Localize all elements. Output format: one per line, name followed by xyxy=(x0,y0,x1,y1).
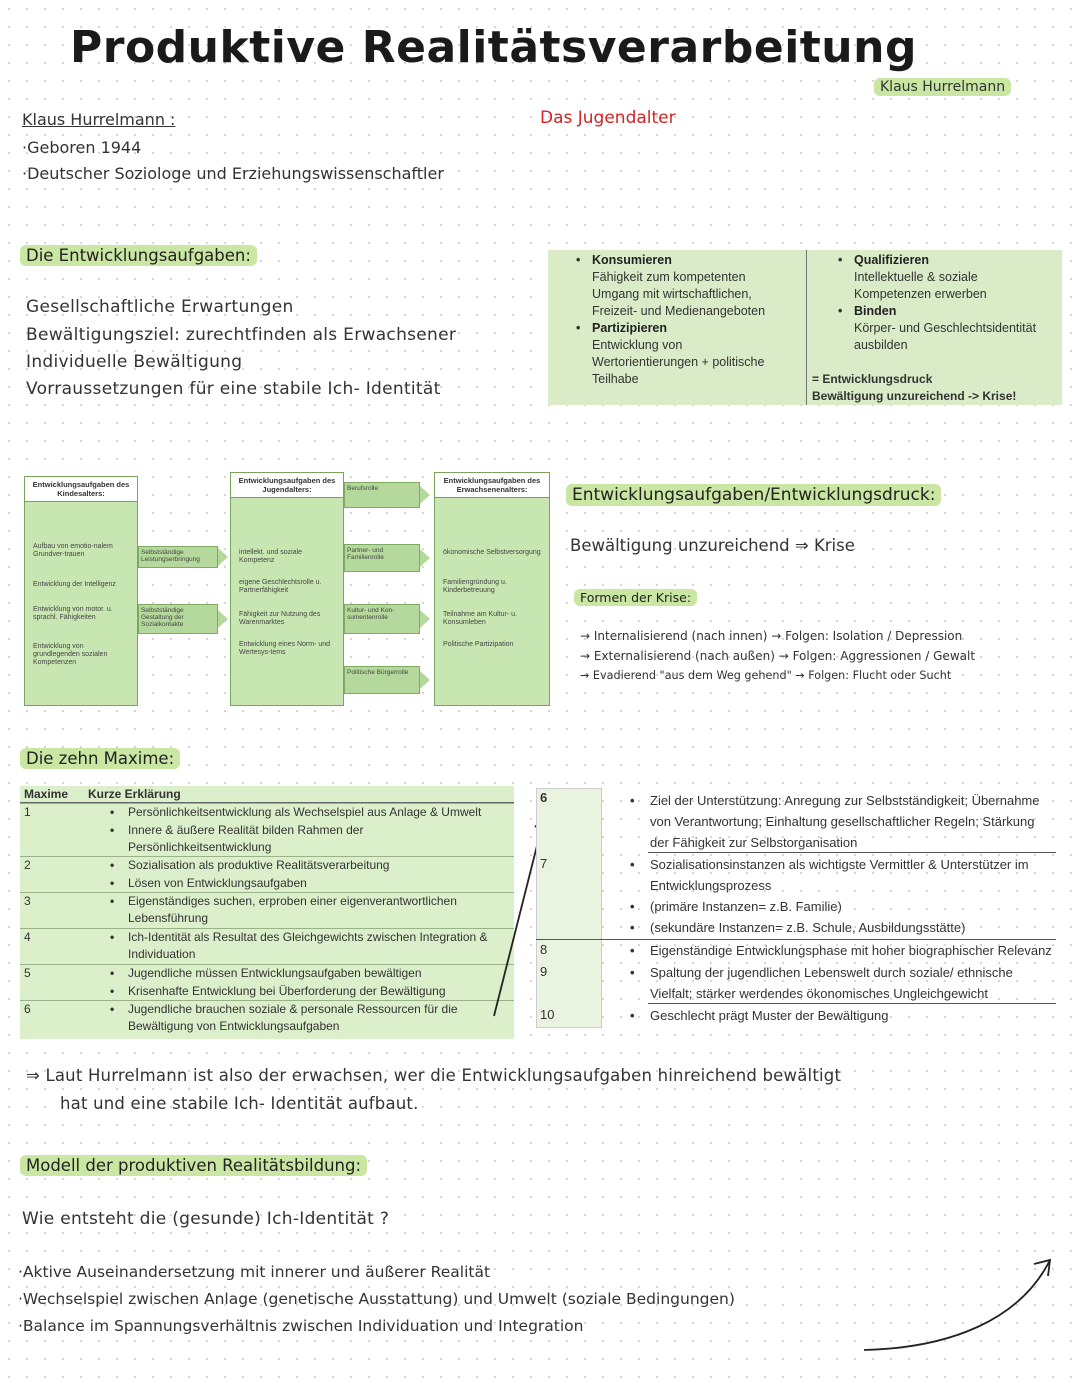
task-text: Umgang mit wirtschaftlichen, xyxy=(592,287,752,301)
diagram-column-header: Entwicklungsaufgaben des Jugendalters: xyxy=(231,473,343,498)
diagram-column-kindesalter xyxy=(24,476,138,706)
table-row xyxy=(20,1000,514,1039)
task-text: Fähigkeit zum kompetenten xyxy=(592,270,746,284)
diagram-arrow: Berufsrolle xyxy=(344,482,420,508)
modell-point-1: ·Aktive Auseinandersetzung mit innerer und äußerer Realität xyxy=(18,1263,491,1281)
author-line-profession: ·Deutscher Soziologe und Erziehungswissenschaftler xyxy=(22,164,444,183)
table-row xyxy=(20,803,514,856)
modell-point-2: ·Wechselspiel zwischen Anlage (genetische Ausstattung) und Umwelt (soziale Bedingungen) xyxy=(18,1290,735,1308)
row-number: 5 xyxy=(24,966,31,980)
conclusion-line-2: hat und eine stabile Ich- Identität aufbaut. xyxy=(60,1094,419,1113)
table-header-row xyxy=(20,786,514,803)
diagram-column-jugendalter xyxy=(230,472,344,706)
crisis-form-external: → Externalisierend (nach außen) → Folgen: Aggressionen / Gewalt xyxy=(580,649,976,663)
diagram-item: Entwicklung eines Norm- und Wertesys-tems xyxy=(239,641,331,656)
table-row xyxy=(20,964,514,1000)
ea-line-1: Gesellschaftliche Erwartungen xyxy=(26,297,294,317)
row-item: • Spaltung der jugendlichen Lebenswelt durch soziale/ ethnische Vielfalt; stärker werdendes ökonomisches Ungleichgewicht xyxy=(650,962,1054,1004)
diagram-item: eigene Geschlechtsrolle u. Partnerfähigkeit xyxy=(239,579,322,594)
task-title: Binden xyxy=(854,304,897,318)
crisis-heading: Entwicklungsaufgaben/Entwicklungsdruck: xyxy=(566,484,941,506)
entwicklungsaufgaben-diagram xyxy=(20,470,552,710)
task-text: Teilhabe xyxy=(592,372,639,386)
modell-point-3: ·Balance im Spannungsverhältnis zwischen Individuation und Integration xyxy=(18,1317,584,1335)
author-heading: Klaus Hurrelmann : xyxy=(22,110,176,129)
task-text: Intellektuelle & soziale xyxy=(854,270,978,284)
row-number: 3 xyxy=(24,894,31,908)
row-item: • Eigenständiges suchen, erproben einer eigenverantwortlichen Lebensführung xyxy=(128,893,508,927)
diagram-item: Aufbau von emotio-nalem Grundver-trauen xyxy=(33,543,113,558)
diagram-arrow: Selbstständige Leistungserbringung xyxy=(138,546,218,568)
entwicklungsaufgaben-heading: Die Entwicklungsaufgaben: xyxy=(20,245,257,266)
ea-line-3: Individuelle Bewältigung xyxy=(26,352,243,372)
table2-number-column xyxy=(536,788,602,1028)
task-footer-line: = Entwicklungsdruck xyxy=(812,372,933,386)
task-text: Körper- und Geschlechtsidentität xyxy=(854,321,1037,335)
diagram-arrow: Selbstständige Gestaltung der Sozialkontakte xyxy=(138,604,218,634)
table-row xyxy=(20,928,514,964)
row-item: • Innere & äußere Realität bilden Rahmen der Persönlichkeitsentwicklung xyxy=(128,822,508,856)
task-box xyxy=(548,250,1062,405)
diagram-item: Entwicklung der Intelligenz xyxy=(33,581,116,588)
task-text: Kompetenzen erwerben xyxy=(854,287,987,301)
row-item: • Jugendliche brauchen soziale & personale Ressourcen für die Bewältigung von Entwicklungsaufgaben xyxy=(128,1001,508,1035)
task-footer xyxy=(812,371,1062,405)
row-number: 6 xyxy=(540,790,548,805)
task-binden: • Binden Körper- und Geschlechtsidentität ausbilden xyxy=(854,303,1059,354)
diagram-arrow: Kultur- und Kon-sumentenrolle xyxy=(344,604,420,634)
diagram-item: ökonomische Selbstversorgung xyxy=(443,549,541,556)
row-item: • (primäre Instanzen= z.B. Familie) xyxy=(650,896,1054,917)
row-number: 10 xyxy=(540,1007,555,1022)
task-konsumieren: • Konsumieren Fähigkeit zum kompetenten Umgang mit wirtschaftlichen, Freizeit- und Medienangeboten xyxy=(592,252,802,320)
row-item: • Persönlichkeitsentwicklung als Wechselspiel aus Anlage & Umwelt xyxy=(128,804,508,821)
row-number: 9 xyxy=(540,964,548,979)
diagram-column-header: Entwicklungsaufgaben des Kindesalters: xyxy=(25,477,137,502)
crisis-forms-heading: Formen der Krise: xyxy=(574,589,697,606)
row-number: 6 xyxy=(24,1002,31,1016)
diagram-item: Teilnahme am Kultur- u. Konsumleben xyxy=(443,611,517,626)
author-line-born: ·Geboren 1944 xyxy=(22,138,142,157)
curved-arrow-icon xyxy=(860,1250,1060,1360)
task-title: Qualifizieren xyxy=(854,253,930,267)
row-item: • Jugendliche müssen Entwicklungsaufgaben bewältigen xyxy=(128,965,508,982)
row-number: 4 xyxy=(24,930,31,944)
row-number: 8 xyxy=(540,942,548,957)
row-item: • Ziel der Unterstützung: Anregung zur Selbstständigkeit; Übernahme von Verantwortung; Einhaltung gesellschaftlicher Regeln; Stärkung der Fähigkeit zur Selbstorganisation xyxy=(650,790,1054,853)
crisis-line: Bewältigung unzureichend ⇒ Krise xyxy=(570,536,855,555)
diagram-item: intellekt. und soziale Kompetenz xyxy=(239,549,303,564)
table-header-explanation: Kurze Erklärung xyxy=(88,787,181,801)
row-item: • Sozialisationsinstanzen als wichtigste Vermittler & Unterstützer im Entwicklungsprozess xyxy=(650,854,1054,896)
table-row xyxy=(20,892,514,928)
diagram-item: Entwicklung von grundlegenden sozialen Kompetenzen xyxy=(33,643,108,666)
row-item: • Lösen von Entwicklungsaufgaben xyxy=(128,875,508,892)
diagram-item: Familiengründung u. Kinderbetreuung xyxy=(443,579,507,594)
diagram-arrow: Partner- und Familienrolle xyxy=(344,544,420,572)
diagram-item: Fähigkeit zur Nutzung des Warenmarktes xyxy=(239,611,321,626)
task-text: Wertorientierungen + politische xyxy=(592,355,765,369)
topic-label: Das Jugendalter xyxy=(540,108,676,128)
conclusion-line-1: ⇒ Laut Hurrelmann ist also der erwachsen, wer die Entwicklungsaufgaben hinreichend bewältigt xyxy=(26,1066,842,1085)
modell-question: Wie entsteht die (gesunde) Ich-Identität ? xyxy=(22,1209,390,1229)
diagram-column-header: Entwicklungsaufgaben des Erwachsenenalters: xyxy=(435,473,549,498)
row-number: 1 xyxy=(24,805,31,819)
row-item: • Krisenhafte Entwicklung bei Überforderung der Bewältigung xyxy=(128,983,508,1000)
task-partizipieren: • Partizipieren Entwicklung von Wertorientierungen + politische Teilhabe xyxy=(592,320,802,388)
task-title: Konsumieren xyxy=(592,253,672,267)
row-item: • Geschlecht prägt Muster der Bewältigung xyxy=(650,1005,1054,1026)
title-author-tag: Klaus Hurrelmann xyxy=(874,78,1011,96)
task-footer-line: Bewältigung unzureichend -> Krise! xyxy=(812,389,1017,403)
task-text: Entwicklung von xyxy=(592,338,683,352)
ea-line-4: Vorraussetzungen für eine stabile Ich- Identität xyxy=(26,379,441,399)
task-divider xyxy=(806,250,807,405)
diagram-item: Politische Partizipation xyxy=(443,641,514,648)
row-item: • Sozialisation als produktive Realitätsverarbeitung xyxy=(128,857,508,874)
row-number: 7 xyxy=(540,856,548,871)
page-title: Produktive Realitätsverarbeitung xyxy=(70,22,917,73)
row-number: 2 xyxy=(24,858,31,872)
task-title: Partizipieren xyxy=(592,321,668,335)
maxime-heading: Die zehn Maxime: xyxy=(20,748,180,769)
row-item: • Eigenständige Entwicklungsphase mit hoher biographischer Relevanz xyxy=(650,940,1054,961)
modell-heading: Modell der produktiven Realitätsbildung: xyxy=(20,1155,367,1176)
diagram-column-erwachsenenalter xyxy=(434,472,550,706)
crisis-form-evadierend: → Evadierend "aus dem Weg gehend" → Folgen: Flucht oder Sucht xyxy=(580,669,952,682)
crisis-form-internal: → Internalisierend (nach innen) → Folgen: Isolation / Depression xyxy=(580,629,963,643)
table-header-maxime: Maxime xyxy=(24,787,69,801)
row-item: • (sekundäre Instanzen= z.B. Schule, Ausbildungsstätte) xyxy=(650,917,1054,938)
task-qualifizieren: • Qualifizieren Intellektuelle & soziale Kompetenzen erwerben xyxy=(854,252,1059,303)
ea-line-2: Bewältigungsziel: zurechtfinden als Erwachsener xyxy=(26,325,457,345)
table-row xyxy=(20,856,514,892)
task-text: Freizeit- und Medienangeboten xyxy=(592,304,766,318)
diagram-arrow: Politische Bürgerrolle xyxy=(344,666,420,694)
task-text: ausbilden xyxy=(854,338,908,352)
diagram-item: Entwicklung von motor. u. sprachl. Fähigkeiten xyxy=(33,606,113,621)
row-item: • Ich-Identität als Resultat des Gleichgewichts zwischen Integration & Individuation xyxy=(128,929,508,963)
